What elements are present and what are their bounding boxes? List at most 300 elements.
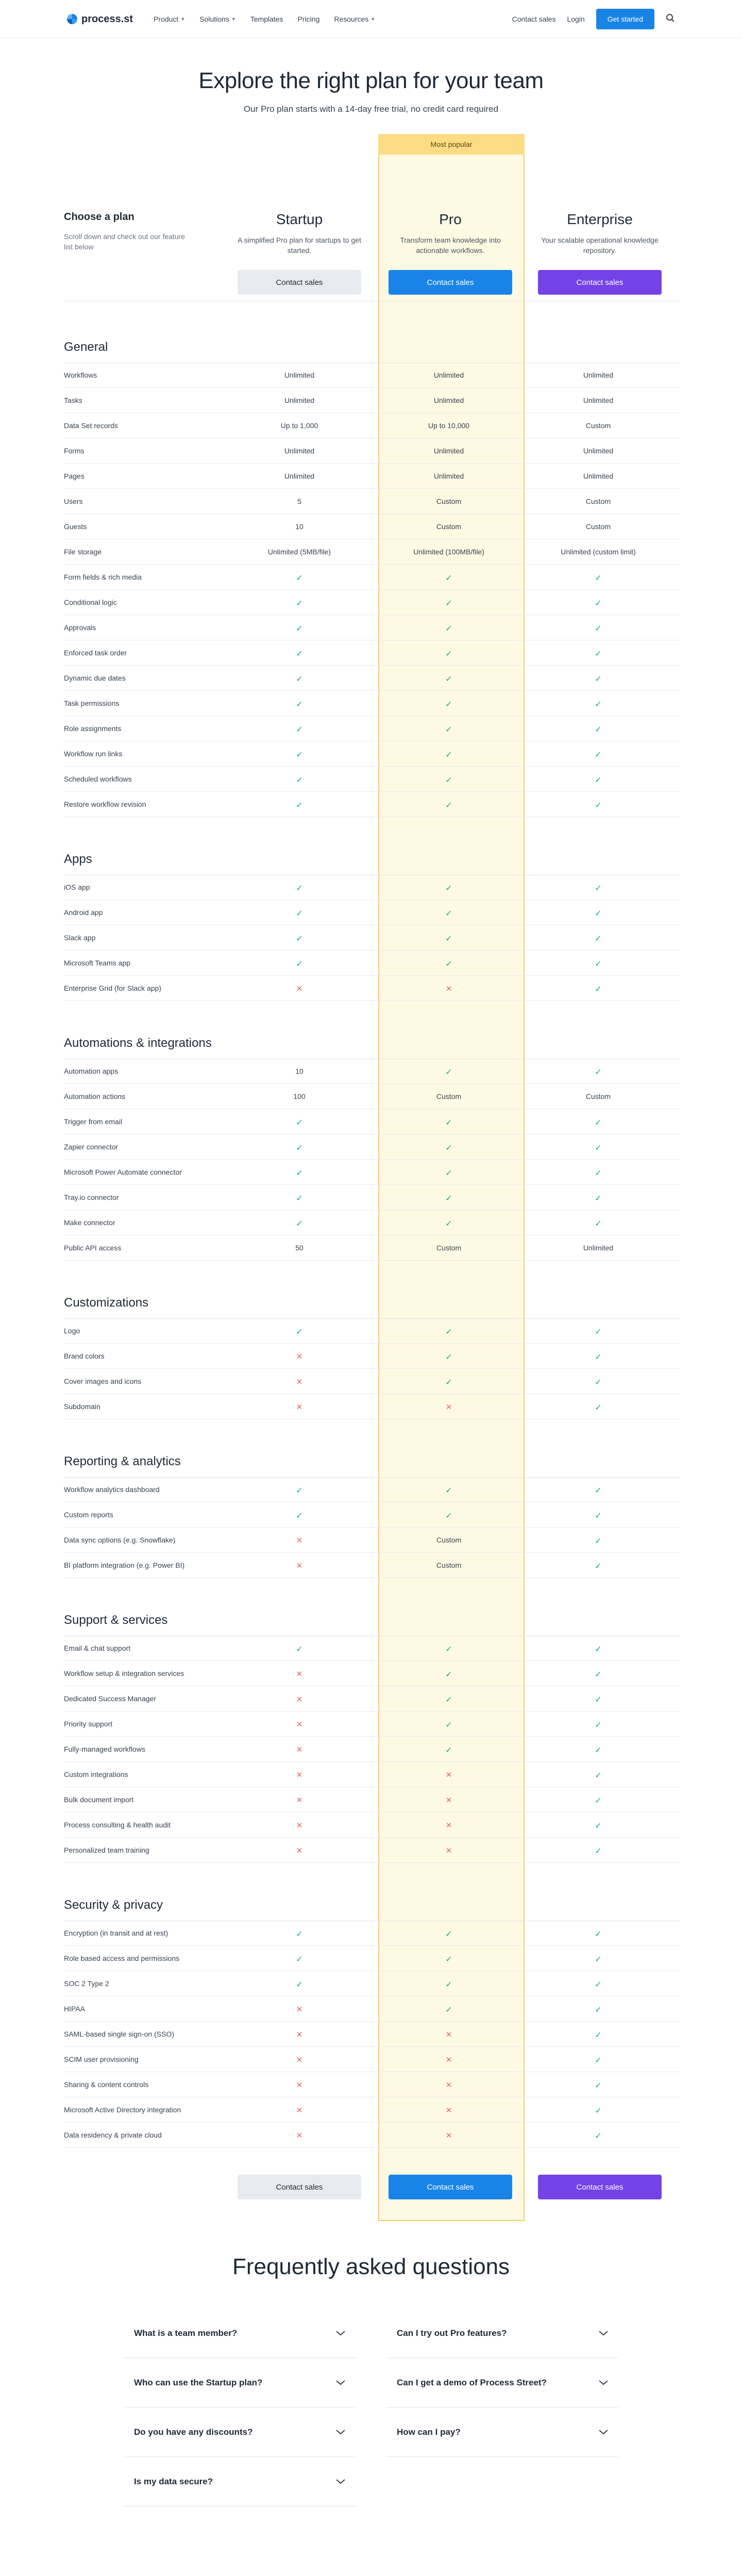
check-icon: ✓: [595, 624, 602, 633]
plans-table: [0, 134, 742, 2252]
check-icon: ✓: [296, 574, 303, 583]
section-title: General: [64, 340, 108, 354]
nav-get-started-button[interactable]: Get started: [596, 9, 654, 29]
feature-value: Unlimited: [433, 472, 464, 480]
check-icon: ✓: [296, 884, 303, 893]
feature-row: [64, 666, 680, 691]
cross-icon: ✕: [445, 2056, 452, 2064]
cross-icon: ✕: [296, 2106, 303, 2115]
nav-link-resources[interactable]: [334, 15, 375, 23]
plan-enterprise: [538, 211, 662, 295]
cross-icon: ✕: [296, 1821, 303, 1830]
check-icon: ✓: [595, 776, 602, 785]
cross-icon: ✕: [296, 1378, 303, 1386]
feature-row: [64, 1787, 680, 1812]
feature-row: [64, 1711, 680, 1737]
feature-row: [64, 691, 680, 716]
check-icon: ✓: [595, 960, 602, 969]
bottom-contact-sales-button[interactable]: Contact sales: [538, 2175, 662, 2199]
feature-label: Data residency & private cloud: [64, 2131, 162, 2139]
feature-row: [64, 875, 680, 900]
check-icon: ✓: [595, 1797, 602, 1805]
check-icon: ✓: [595, 1353, 602, 1362]
feature-row: [64, 1996, 680, 2022]
feature-label: iOS app: [64, 883, 90, 891]
check-icon: ✓: [595, 2132, 602, 2141]
feature-value: Unlimited: [433, 447, 464, 455]
feature-row: [64, 413, 680, 438]
check-icon: ✓: [445, 574, 452, 583]
check-icon: ✓: [595, 1696, 602, 1704]
row-divider: [64, 1260, 680, 1261]
feature-label: Workflows: [64, 371, 97, 379]
feature-label: Role based access and permissions: [64, 1954, 180, 1962]
feature-label: Subdomain: [64, 1402, 100, 1411]
check-icon: ✓: [445, 1068, 452, 1077]
check-icon: ✓: [595, 1328, 602, 1336]
check-icon: ✓: [595, 1771, 602, 1780]
faq-item[interactable]: [386, 2309, 618, 2358]
feature-value: Custom: [585, 497, 611, 505]
check-icon: ✓: [296, 1328, 303, 1336]
feature-value: Custom: [436, 522, 462, 531]
faq-question: Can I try out Pro features?: [397, 2328, 507, 2338]
feature-label: Cover images and icons: [64, 1377, 142, 1385]
check-icon: ✓: [296, 1955, 303, 1964]
plan-name: Enterprise: [567, 211, 633, 227]
check-icon: ✓: [296, 675, 303, 684]
cross-icon: ✕: [296, 2081, 303, 2090]
cross-icon: ✕: [296, 1846, 303, 1855]
feature-row: [64, 1762, 680, 1787]
bottom-contact-sales-button[interactable]: Contact sales: [389, 2175, 512, 2199]
feature-value: Custom: [436, 1244, 462, 1252]
check-icon: ✓: [595, 1822, 602, 1831]
check-icon: ✓: [445, 1486, 452, 1495]
nav-link-solutions[interactable]: [199, 15, 236, 23]
cross-icon: ✕: [445, 1403, 452, 1412]
feature-label: Tray.io connector: [64, 1193, 119, 1201]
feature-value: Unlimited: [284, 371, 315, 379]
feature-label: Email & chat support: [64, 1644, 131, 1652]
cross-icon: ✕: [296, 985, 303, 993]
feature-row: [64, 716, 680, 741]
feature-row: [64, 1344, 680, 1369]
check-icon: ✓: [445, 751, 452, 759]
cross-icon: ✕: [296, 2056, 303, 2064]
check-icon: ✓: [445, 650, 452, 658]
check-icon: ✓: [595, 1118, 602, 1127]
feature-label: Microsoft Active Directory integration: [64, 2106, 181, 2114]
check-icon: ✓: [445, 700, 452, 709]
plan-name: Startup: [276, 211, 323, 227]
check-icon: ✓: [595, 1847, 602, 1856]
check-icon: ✓: [445, 599, 452, 608]
cross-icon: ✕: [445, 2131, 452, 2140]
check-icon: ✓: [445, 1670, 452, 1679]
feature-row: [64, 1134, 680, 1160]
feature-value: Unlimited (custom limit): [561, 548, 636, 556]
check-icon: ✓: [445, 935, 452, 943]
check-icon: ✓: [595, 599, 602, 608]
feature-value: Unlimited: [284, 472, 315, 480]
feature-value: Unlimited: [583, 371, 614, 379]
check-icon: ✓: [445, 1955, 452, 1964]
feature-row: [64, 1553, 680, 1578]
check-icon: ✓: [296, 751, 303, 759]
nav-link-label: Resources: [334, 15, 369, 23]
search-icon[interactable]: [666, 13, 675, 25]
feature-label: Personalized team training: [64, 1846, 149, 1854]
feature-row: [64, 1235, 680, 1261]
feature-value: 50: [295, 1244, 303, 1252]
feature-row: [64, 1369, 680, 1394]
feature-label: File storage: [64, 548, 102, 556]
check-icon: ✓: [595, 884, 602, 893]
check-icon: ✓: [445, 1512, 452, 1520]
check-icon: ✓: [445, 909, 452, 918]
feature-row: [64, 1394, 680, 1419]
feature-value: Unlimited (5MB/file): [267, 548, 331, 556]
check-icon: ✓: [296, 1980, 303, 1989]
faq-section: [0, 2252, 742, 2506]
check-icon: ✓: [595, 1486, 602, 1495]
feature-value: 100: [293, 1092, 306, 1100]
feature-label: Microsoft Teams app: [64, 959, 130, 967]
nav-links: [154, 15, 375, 23]
cross-icon: ✕: [296, 2131, 303, 2140]
faq-question: What is a team member?: [134, 2328, 238, 2338]
cross-icon: ✕: [445, 2081, 452, 2090]
check-icon: ✓: [296, 909, 303, 918]
check-icon: ✓: [445, 1118, 452, 1127]
feature-row: [64, 2123, 680, 2148]
feature-label: Guests: [64, 522, 87, 531]
check-icon: ✓: [296, 725, 303, 734]
cross-icon: ✕: [296, 1403, 303, 1412]
feature-value: Unlimited: [583, 396, 614, 404]
bottom-contact-sales-button[interactable]: Contact sales: [238, 2175, 361, 2199]
chevron-down-icon: [599, 2427, 608, 2437]
faq-item[interactable]: [124, 2358, 356, 2408]
check-icon: ✓: [296, 960, 303, 969]
feature-value: Unlimited: [284, 447, 315, 455]
cross-icon: ✕: [296, 1670, 303, 1679]
check-icon: ✓: [445, 1930, 452, 1939]
feature-value: 5: [297, 497, 301, 505]
feature-label: Restore workflow revision: [64, 800, 146, 808]
feature-label: Users: [64, 497, 83, 505]
choose-plan-title: Choose a plan: [64, 211, 134, 223]
feature-row: [64, 2047, 680, 2072]
check-icon: ✓: [595, 1670, 602, 1679]
plan-contact-sales-button[interactable]: Contact sales: [238, 270, 361, 295]
feature-label: Form fields & rich media: [64, 573, 142, 581]
feature-label: Encryption (in transit and at rest): [64, 1929, 168, 1937]
check-icon: ✓: [296, 1144, 303, 1153]
check-icon: ✓: [595, 1169, 602, 1178]
check-icon: ✓: [595, 700, 602, 709]
nav-link-templates[interactable]: [250, 15, 283, 23]
cross-icon: ✕: [445, 985, 452, 993]
choose-plan-note: Scroll down and check out our feature list below: [64, 232, 185, 251]
plan-contact-sales-button[interactable]: Contact sales: [538, 270, 662, 295]
check-icon: ✓: [296, 650, 303, 658]
feature-row: [64, 767, 680, 792]
feature-value: Custom: [436, 497, 462, 505]
check-icon: ✓: [595, 801, 602, 810]
feature-label: Task permissions: [64, 699, 120, 707]
check-icon: ✓: [445, 1194, 452, 1203]
feature-label: Enforced task order: [64, 649, 127, 657]
check-icon: ✓: [595, 2081, 602, 2090]
cross-icon: ✕: [296, 1771, 303, 1780]
feature-row: [64, 1210, 680, 1235]
cross-icon: ✕: [445, 1821, 452, 1830]
check-icon: ✓: [445, 1645, 452, 1654]
check-icon: ✓: [445, 1328, 452, 1336]
cross-icon: ✕: [296, 1352, 303, 1361]
check-icon: ✓: [296, 1169, 303, 1178]
check-icon: ✓: [595, 1219, 602, 1228]
feature-value: Custom: [436, 1561, 462, 1569]
check-icon: ✓: [595, 985, 602, 994]
faq-question: Who can use the Startup plan?: [134, 2377, 263, 2387]
feature-label: Microsoft Power Automate connector: [64, 1168, 182, 1176]
feature-label: Custom reports: [64, 1511, 113, 1519]
check-icon: ✓: [296, 1930, 303, 1939]
faq-item[interactable]: [386, 2408, 618, 2457]
nav-link-label: Product: [154, 15, 179, 23]
feature-label: Scheduled workflows: [64, 775, 132, 783]
feature-row: [64, 976, 680, 1001]
check-icon: ✓: [296, 599, 303, 608]
check-icon: ✓: [445, 1696, 452, 1704]
cross-icon: ✕: [445, 1846, 452, 1855]
feature-row: [64, 539, 680, 565]
chevron-down-icon: [336, 2476, 345, 2487]
feature-label: Conditional logic: [64, 598, 117, 606]
check-icon: ✓: [595, 2006, 602, 2014]
feature-label: SAML-based single sign-on (SSO): [64, 2030, 174, 2038]
hero: [0, 38, 742, 114]
check-icon: ✓: [595, 725, 602, 734]
check-icon: ✓: [595, 574, 602, 583]
feature-label: Fully-managed workflows: [64, 1745, 145, 1753]
feature-row: [64, 1661, 680, 1686]
feature-row: [64, 514, 680, 539]
feature-label: Zapier connector: [64, 1143, 119, 1151]
feature-value: Unlimited: [583, 447, 614, 455]
faq-item[interactable]: [124, 2309, 356, 2358]
feature-row: [64, 1946, 680, 1971]
check-icon: ✓: [445, 725, 452, 734]
check-icon: ✓: [445, 960, 452, 969]
feature-value: Unlimited: [284, 396, 315, 404]
feature-value: Unlimited: [583, 1244, 614, 1252]
feature-row: [64, 363, 680, 388]
feature-label: Automation apps: [64, 1067, 119, 1075]
check-icon: ✓: [595, 1378, 602, 1387]
nav-link-pricing[interactable]: [298, 15, 320, 23]
feature-label: Logo: [64, 1327, 80, 1335]
plan-name: Pro: [439, 211, 462, 227]
feature-label: BI platform integration (e.g. Power BI): [64, 1561, 185, 1569]
cross-icon: ✕: [296, 1720, 303, 1729]
feature-label: Sharing & content controls: [64, 2080, 149, 2089]
feature-value: Unlimited (100MB/file): [413, 548, 484, 556]
check-icon: ✓: [296, 700, 303, 709]
feature-label: Process consulting & health audit: [64, 1821, 171, 1829]
row-divider: [64, 2147, 680, 2148]
feature-row: [64, 565, 680, 590]
check-icon: ✓: [595, 1746, 602, 1755]
check-icon: ✓: [445, 675, 452, 684]
check-icon: ✓: [595, 1645, 602, 1654]
faq-list: [124, 2309, 618, 2506]
feature-value: Custom: [436, 1092, 462, 1100]
check-icon: ✓: [445, 1378, 452, 1387]
feature-row: [64, 1528, 680, 1553]
feature-label: Automation actions: [64, 1092, 126, 1100]
logo-mark-icon: [67, 14, 77, 24]
cross-icon: ✕: [296, 1745, 303, 1754]
cross-icon: ✕: [296, 1536, 303, 1545]
choose-plan: [64, 211, 188, 252]
check-icon: ✓: [445, 1721, 452, 1730]
feature-label: Public API access: [64, 1244, 122, 1252]
chevron-down-icon: [599, 2377, 608, 2388]
feature-row: [64, 1477, 680, 1502]
faq-item[interactable]: [386, 2358, 618, 2408]
check-icon: ✓: [595, 935, 602, 943]
feature-row: [64, 1059, 680, 1084]
feature-label: Tasks: [64, 396, 82, 404]
cross-icon: ✕: [445, 1796, 452, 1805]
feature-row: [64, 1686, 680, 1711]
section-title: Automations & integrations: [64, 1036, 212, 1050]
feature-value: 10: [295, 1067, 303, 1075]
cross-icon: ✕: [296, 1562, 303, 1570]
logo-text: process.st: [81, 13, 133, 25]
plan-startup: [238, 211, 361, 295]
feature-row: [64, 741, 680, 767]
feature-label: SOC 2 Type 2: [64, 1979, 109, 1988]
feature-label: Workflow run links: [64, 750, 123, 758]
nav-contact-sales[interactable]: Contact sales: [512, 15, 556, 23]
logo[interactable]: [67, 13, 133, 25]
feature-row: [64, 900, 680, 925]
check-icon: ✓: [595, 1562, 602, 1571]
nav-link-label: Pricing: [297, 15, 320, 23]
feature-value: Unlimited: [433, 396, 464, 404]
chevron-down-icon: [336, 2328, 345, 2338]
cross-icon: ✕: [296, 2005, 303, 2014]
feature-value: Custom: [585, 421, 611, 430]
section-title: Security & privacy: [64, 1898, 163, 1912]
feature-label: Approvals: [64, 623, 96, 632]
feature-value: Custom: [436, 1536, 462, 1544]
cross-icon: ✕: [296, 2030, 303, 2039]
check-icon: ✓: [445, 2006, 452, 2014]
feature-label: Make connector: [64, 1218, 115, 1227]
feature-row: [64, 1971, 680, 1996]
most-popular-badge: Most popular: [378, 134, 525, 155]
check-icon: ✓: [445, 1353, 452, 1362]
feature-row: [64, 1318, 680, 1344]
feature-row: [64, 1160, 680, 1185]
feature-value: Up to 1,000: [280, 421, 318, 430]
nav-login[interactable]: Login: [567, 15, 585, 23]
check-icon: ✓: [595, 1980, 602, 1989]
check-icon: ✓: [445, 776, 452, 785]
check-icon: ✓: [296, 1486, 303, 1495]
chevron-down-icon: ▼: [370, 16, 376, 22]
faq-question: Do you have any discounts?: [134, 2427, 253, 2437]
feature-label: Brand colors: [64, 1352, 105, 1360]
faq-item[interactable]: [124, 2457, 356, 2506]
row-divider: [64, 1862, 680, 1863]
check-icon: ✓: [445, 624, 452, 633]
cross-icon: ✕: [445, 1771, 452, 1780]
check-icon: ✓: [595, 1194, 602, 1203]
section-title: Customizations: [64, 1296, 149, 1310]
plan-contact-sales-button[interactable]: Contact sales: [389, 270, 512, 295]
feature-row: [64, 2072, 680, 2097]
check-icon: ✓: [445, 801, 452, 810]
feature-row: [64, 464, 680, 489]
feature-label: Forms: [64, 447, 85, 455]
feature-label: Data Set records: [64, 421, 119, 430]
check-icon: ✓: [595, 675, 602, 684]
faq-question: Is my data secure?: [134, 2476, 213, 2486]
feature-label: Role assignments: [64, 724, 122, 733]
check-icon: ✓: [296, 801, 303, 810]
check-icon: ✓: [445, 1219, 452, 1228]
nav-link-product[interactable]: [154, 15, 185, 23]
feature-row: [64, 792, 680, 817]
cross-icon: ✕: [445, 2106, 452, 2115]
section-title: Reporting & analytics: [64, 1454, 181, 1468]
feature-value: Unlimited: [433, 371, 464, 379]
plan-description: Transform team knowledge into actionable workflows.: [400, 236, 501, 255]
feature-value: Up to 10,000: [428, 421, 470, 430]
feature-row: [64, 2022, 680, 2047]
check-icon: ✓: [296, 624, 303, 633]
check-icon: ✓: [595, 1403, 602, 1412]
feature-row: [64, 1812, 680, 1838]
feature-row: [64, 489, 680, 514]
check-icon: ✓: [595, 1955, 602, 1964]
feature-label: HIPAA: [64, 2005, 85, 2013]
cross-icon: ✕: [296, 1796, 303, 1805]
chevron-down-icon: [336, 2377, 345, 2388]
feature-row: [64, 388, 680, 413]
feature-row: [64, 438, 680, 464]
check-icon: ✓: [445, 884, 452, 893]
feature-label: Android app: [64, 908, 103, 917]
faq-item[interactable]: [124, 2408, 356, 2457]
feature-label: Enterprise Grid (for Slack app): [64, 984, 162, 992]
check-icon: ✓: [296, 1219, 303, 1228]
check-icon: ✓: [296, 1512, 303, 1520]
feature-value: Custom: [585, 522, 611, 531]
section-title: Apps: [64, 852, 92, 866]
check-icon: ✓: [595, 1537, 602, 1546]
check-icon: ✓: [445, 1144, 452, 1153]
check-icon: ✓: [595, 1068, 602, 1077]
chevron-down-icon: ▼: [231, 16, 236, 22]
